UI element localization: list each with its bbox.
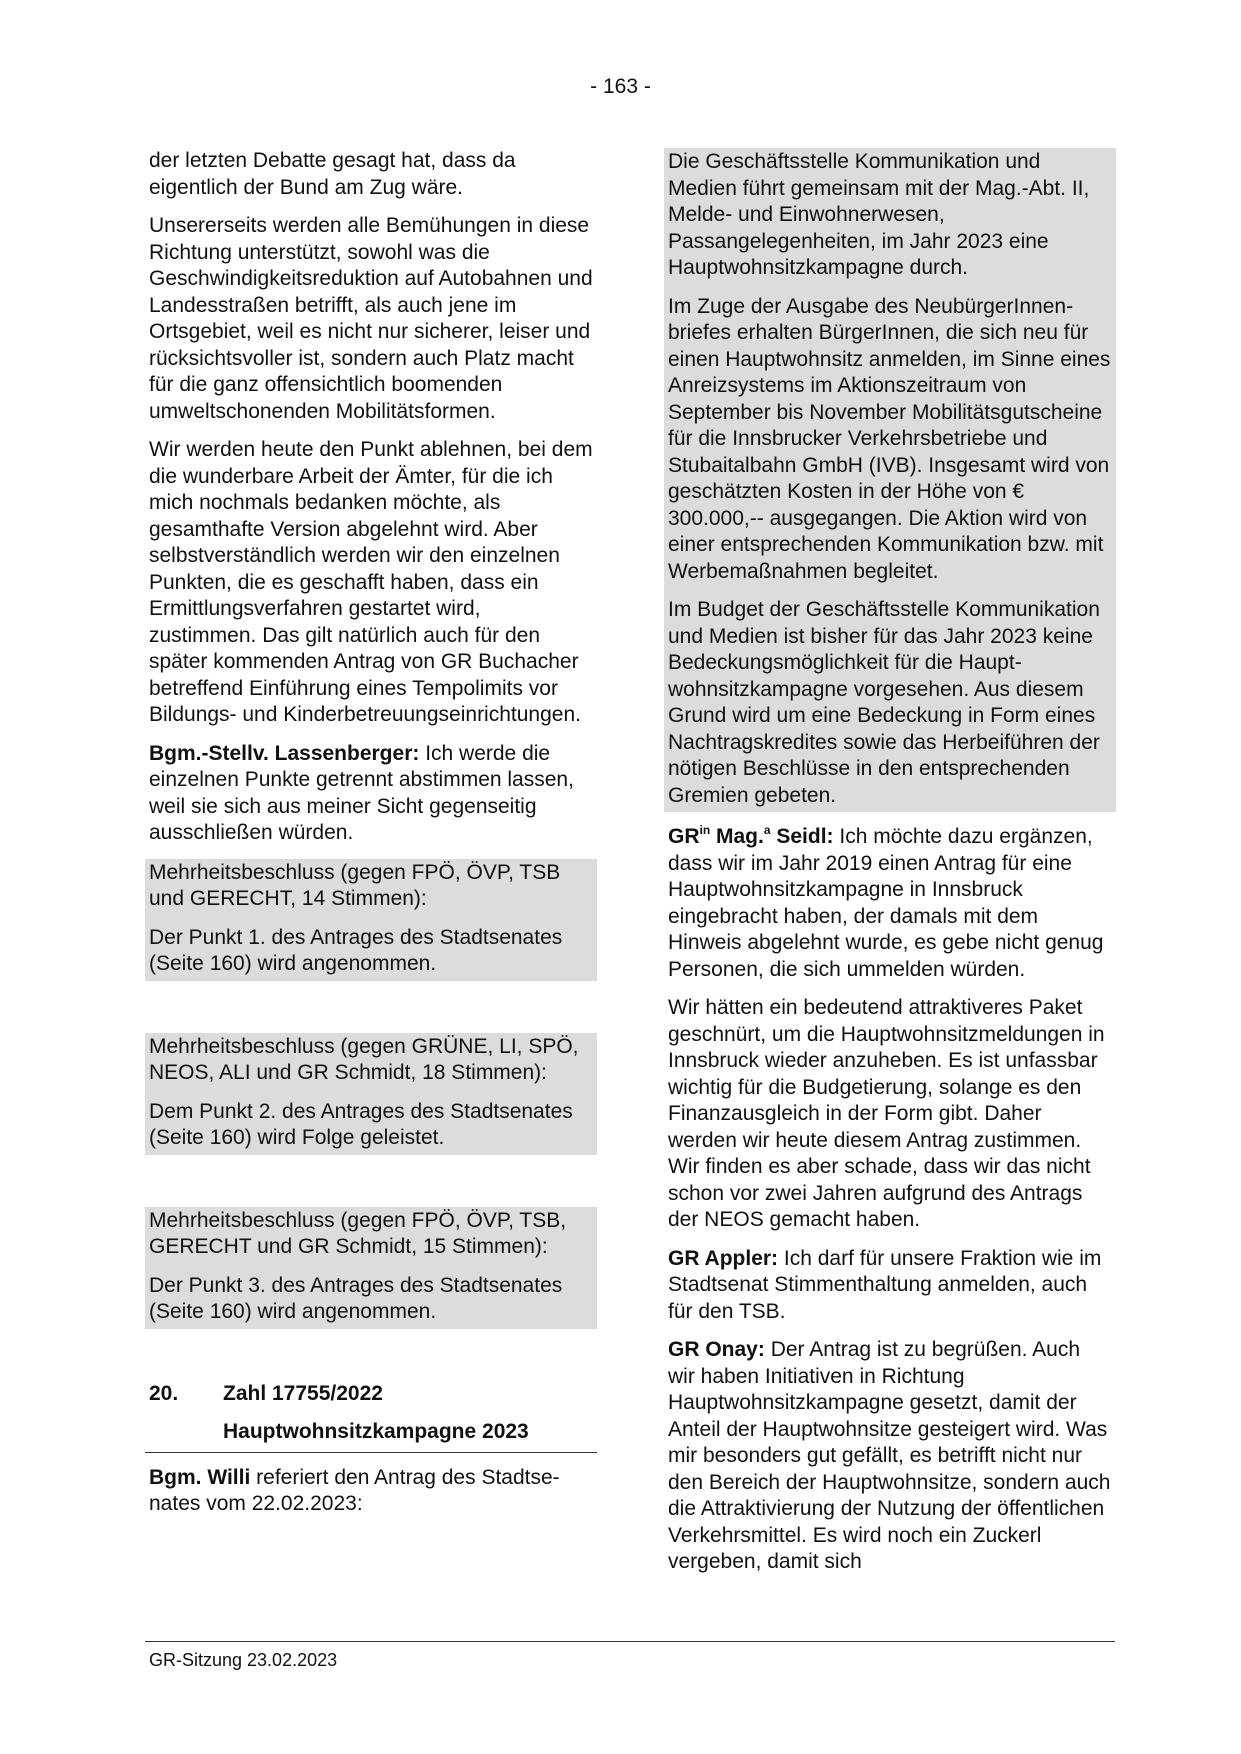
speaker-name: GR Appler: — [668, 1246, 779, 1270]
speaker-title-suffix: in — [699, 823, 711, 837]
speaker-name: Bgm. Willi — [149, 1465, 251, 1489]
speaker-name: GR Onay: — [668, 1338, 765, 1361]
vote-result-2 — [145, 1033, 597, 1155]
agenda-item-heading — [145, 1381, 597, 1408]
speaker-paragraph — [145, 741, 597, 847]
vote-majority: Mehrheitsbeschluss (gegen FPÖ, ÖVP, TSB, GERECHT und GR Schmidt, 15 Stimmen): — [149, 1208, 567, 1258]
speech-text: Ich werde die einzelnen Punkte getrennt abstimmen lassen, weil sie sich aus meiner Sicht gegenseitig ausschließen würden. — [149, 741, 574, 844]
motion-paragraph: Die Geschäftsstelle Kommunikation und Medien führt gemeinsam mit der Mag.-Abt. II, Melde- und Einwohnerwesen, Passangelegenheiten, im Jahr 2023 eine Hauptwohnsitzkampagne durch. — [668, 150, 1090, 279]
speaker-degree: Mag. — [710, 825, 764, 848]
vote-majority: Mehrheitsbeschluss (gegen FPÖ, ÖVP, TSB und GERECHT, 14 Stimmen): — [149, 860, 561, 910]
left-column — [145, 148, 597, 1530]
speaker-paragraph — [664, 1246, 1116, 1326]
speaker-paragraph — [664, 1337, 1116, 1576]
vote-outcome: Der Punkt 3. des Antrages des Stadtsenates (Seite 160) wird angenommen. — [149, 1273, 563, 1323]
footer-divider — [145, 1641, 1115, 1642]
vote-result-3 — [145, 1207, 597, 1329]
speech-text: Ich darf für unsere Fraktion wie im Stadtsenat Stimmenthaltung anmelden, auch für den TSB. — [668, 1246, 1102, 1323]
motion-paragraph: Im Budget der Geschäftsstelle Kommunikation und Medien ist bisher für das Jahr 2023 keine Bedeckungsmöglichkeit für die Hauptwohnsitzkampagne vorgesehen. Aus diesem Grund wird um eine Bedeckung in Form eines Nachtragskredites sowie das Herbeiführen der nötigen Beschlüsse in den entsprechenden Gremien gebeten. — [668, 598, 1100, 807]
agenda-item-number: 20. — [149, 1381, 179, 1405]
motion-text-box — [664, 148, 1116, 812]
speaker-paragraph — [145, 1465, 597, 1518]
speech-text: Der Antrag ist zu begrüßen. Auch wir haben Initiativen in Richtung Hauptwohnsitzkampagne gesetzt, damit der Anteil der Hauptwohnsitze gesteigert wird. Was mir besonders gut gefällt, es betrifft nicht nur den Bereich der Hauptwohnsitze, sondern auch die Attraktivierung der Nutzung der öffentlichen Verkehrsmittel. Es wird noch ein Zuckerl vergeben, damit sich — [668, 1338, 1111, 1573]
motion-paragraph: Im Zuge der Ausgabe des NeubürgerInnenbriefes erhalten BürgerInnen, die sich neu für einen Hauptwohnsitz anmelden, im Sinne eines Anreizsystems im Aktionszeitraum von September bis November Mobilitätsgutscheine für die Innsbrucker Verkehrsbetriebe und Stubaitalbahn GmbH (IVB). Insgesamt wird von geschätzten Kosten in der Höhe von € 300.000,-- ausgegangen. Die Aktion wird von einer entsprechenden Kommunikation bzw. mit Werbemaßnahmen begleitet. — [668, 294, 1111, 583]
paragraph: Wir hätten ein bedeutend attraktiveres Paket geschnürt, um die Hauptwohnsitzmeldungen in Innsbruck wieder anzuheben. Es ist unfassbar wichtig für die Budgetierung, solange es den Finanzausgleich in der Form gibt. Daher werden wir heute diesem Antrag zustimmen. Wir finden es aber schade, dass wir das nicht schon vor zwei Jahren aufgrund des Antrags der NEOS gemacht haben. — [668, 996, 1105, 1231]
speech-text: Ich möchte dazu ergänzen, dass wir im Jahr 2019 einen Antrag für eine Hauptwohnsitzkampagne in Innsbruck eingebracht haben, der damals mit dem Hinweis abgelehnt wurde, es gebe nicht genug Personen, die sich ummelden würden. — [668, 825, 1104, 981]
vote-outcome: Dem Punkt 2. des Antrages des Stadtsenates (Seite 160) wird Folge geleistet. — [149, 1099, 573, 1149]
paragraph: Wir werden heute den Punkt ablehnen, bei dem die wunderbare Arbeit der Ämter, für die ich mich nochmals bedanken möchte, als gesamthafte Version abgelehnt wird. Aber selbstverständlich werden wir den einzelnen Punkten, die es geschafft haben, dass ein Ermittlungsverfahren gestartet wird, zustimmen. Das gilt natürlich auch für den später kommenden Antrag von GR Buchacher betreffend Einführung eines Tempolimits vor Bildungs- und Kinderbetreuungseinrichtungen. — [149, 438, 593, 726]
speech-text: referiert den Antrag des Stadtsenates vom 22.02.2023: — [149, 1465, 560, 1515]
speaker-surname: Seidl: — [770, 825, 834, 848]
page-number: - 163 - — [590, 75, 651, 98]
speaker-name — [668, 825, 834, 848]
vote-result-1 — [145, 859, 597, 981]
speaker-degree-suffix: a — [763, 823, 771, 837]
paragraph: Unsererseits werden alle Bemühungen in diese Richtung unterstützt, sowohl was die Geschwindigkeitsreduktion auf Autobahnen und Landesstraßen betrifft, als auch jene im Ortsgebiet, weil es nicht nur sicherer, leiser und rücksichtsvoller ist, sondern auch Platz macht für die ganz offensichtlich boomenden umweltschonenden Mobilitätsformen. — [149, 214, 593, 423]
agenda-item-reference: Zahl 17755/2022 — [223, 1381, 383, 1405]
paragraph: der letzten Debatte gesagt hat, dass da eigentlich der Bund am Zug wäre. — [149, 149, 516, 199]
vote-majority: Mehrheitsbeschluss (gegen GRÜNE, LI, SPÖ, NEOS, ALI und GR Schmidt, 18 Stimmen): — [149, 1034, 579, 1084]
speaker-paragraph — [664, 824, 1116, 983]
agenda-item-title: Hauptwohnsitzkampagne 2023 — [145, 1419, 597, 1453]
vote-outcome: Der Punkt 1. des Antrages des Stadtsenates (Seite 160) wird angenommen. — [149, 925, 563, 975]
footer-session-date: GR-Sitzung 23.02.2023 — [149, 1650, 338, 1670]
speaker-name: Bgm.-Stellv. Lassenberger: — [149, 741, 420, 765]
right-column — [664, 148, 1116, 1588]
speaker-title: GR — [668, 825, 700, 848]
